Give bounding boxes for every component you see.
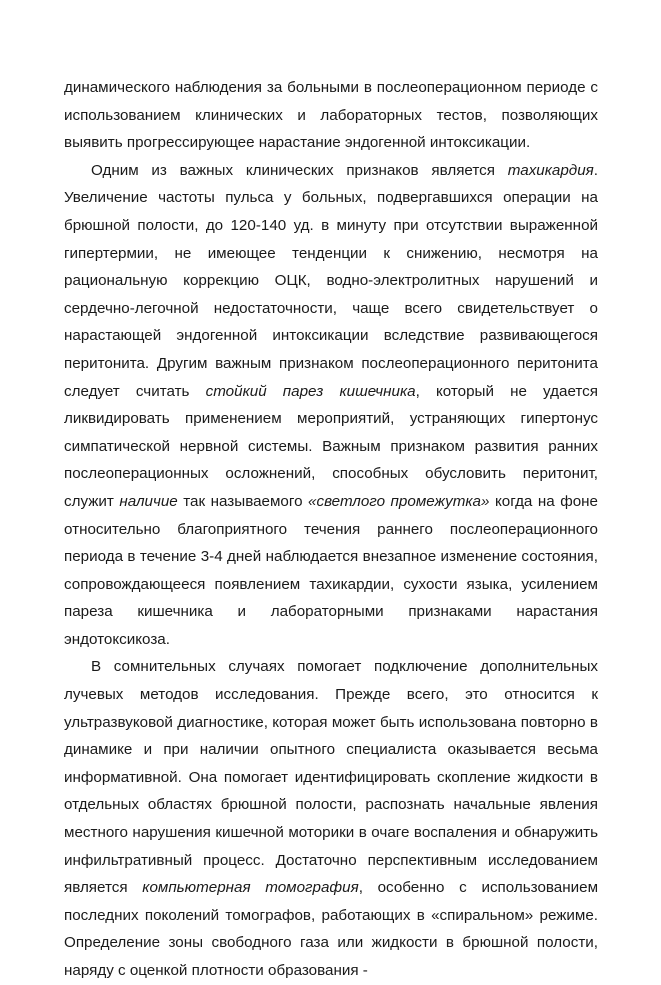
document-page (64, 74, 598, 985)
text-run: когда на фоне относительно благоприятного течения раннего послеоперационного периода в течение 3-4 дней наблюдается внезапное изменение состояния, сопровождающееся появлением тахикардии, сухости языка, усилением пареза кишечника и лабораторными признаками нарастания эндотоксикоза. (64, 492, 599, 648)
italic-term-tachycardia: тахикардия (507, 161, 594, 179)
paragraph-2 (64, 157, 598, 654)
text-run: Одним из важных клинических признаков является (91, 161, 508, 179)
text-run: . Увеличение частоты пульса у больных, подвергавшихся операции на брюшной полости, до 120-140 уд. в минуту при отсутствии выраженной гипертермии, не имеющее тенденции к снижению, несмотря на рациональную коррекцию ОЦК, водно-электролитных нарушений и сердечно-легочной недостаточности, чаще всего свидетельствует о нарастающей эндогенной интоксикации вследствие развивающегося перитонита. Другим важным признаком послеоперационного перитонита следует считать (64, 161, 598, 400)
italic-term-ct: компьютерная томография (142, 879, 359, 897)
italic-term-presence: наличие (119, 492, 178, 510)
text-run: динамического наблюдения за больными в послеоперационном периоде с использованием клинических и лабораторных тестов, позволяющих выявить прогрессирующее нарастание эндогенной интоксикации. (64, 79, 598, 152)
italic-term-paresis: стойкий парез кишечника (205, 382, 416, 400)
text-run: , особенно с использованием последних поколений томографов, работающих в «спиральном» режиме. Определение зоны свободного газа или жидкости в брюшной полости, наряду с оценкой плотности образования - (64, 879, 599, 979)
paragraph-1 (64, 74, 598, 157)
text-run: В сомнительных случаях помогает подключение дополнительных лучевых методов исследования. Прежде всего, это относится к ультразвуковой диагностике, которая может быть использована повторно в динамике и при наличии опытного специалиста оказывается весьма информативной. Она помогает идентифицировать скопление жидкости в отдельных областях брюшной полости, распознать начальные явления местного нарушения кишечной моторики в очаге воспаления и обнаружить инфильтративный процесс. Достаточно перспективным исследованием является (64, 658, 598, 897)
italic-term-light-interval: «светлого промежутка» (308, 492, 490, 510)
text-run: так называемого (177, 492, 309, 510)
text-run: , который не удается ликвидировать применением мероприятий, устраняющих гипертонус симпатической нервной системы. Важным признаком развития ранних послеоперационных осложнений, способных обусловить перитонит, служит (64, 382, 598, 510)
